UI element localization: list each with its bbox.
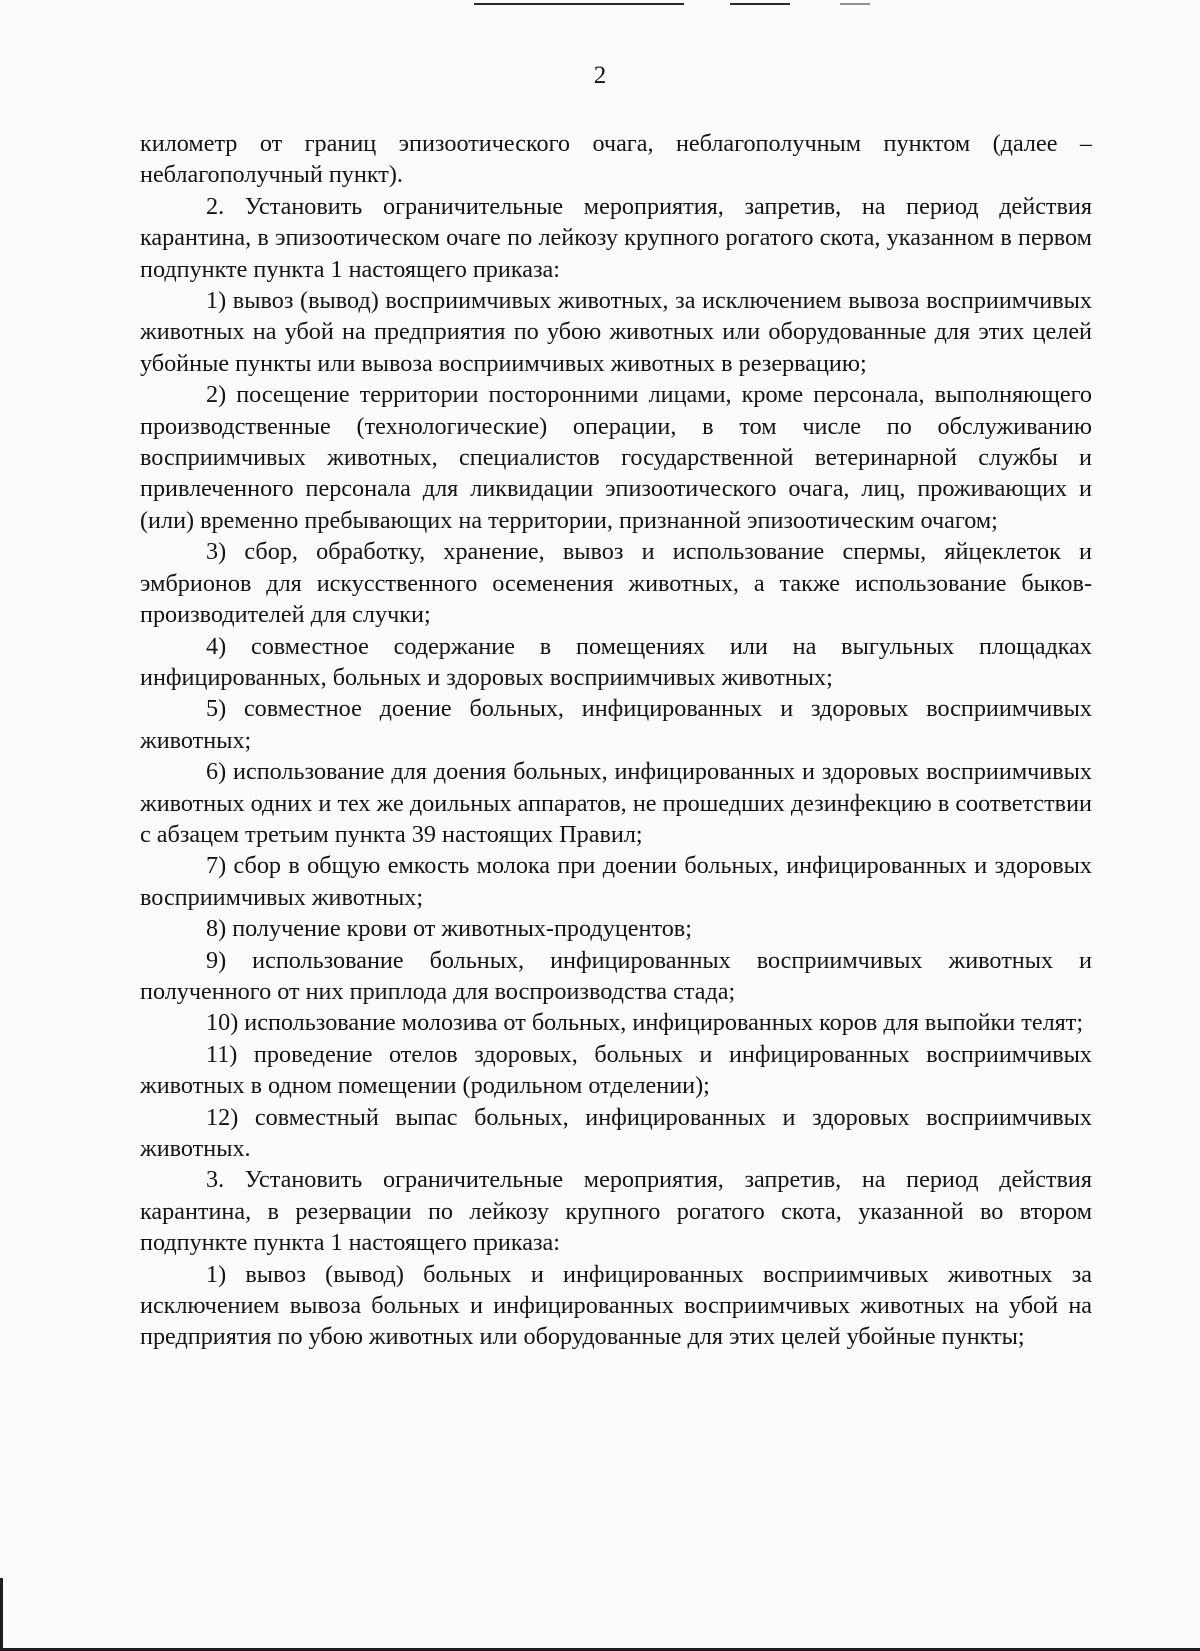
paragraph-item: 1) вывоз (вывод) больных и инфицированных восприимчивых животных за исключением вывоза больных и инфицированных восприимчивых животных на убой на предприятия по убою животных или оборудованные для этих целей убойные пункты; (140, 1260, 1092, 1351)
paragraph-clause-3: 3. Установить ограничительные мероприятия, запретив, на период действия карантина, в резервации по лейкозу крупного рогатого скота, указанной во втором подпункте пункта 1 настоящего приказа: (140, 1166, 1092, 1257)
paragraph-clause-2: 2. Установить ограничительные мероприятия, запретив, на период действия карантина, в эпизоотическом очаге по лейкозу крупного рогатого скота, указанном в первом подпункте пункта 1 настоящего приказа: (140, 192, 1092, 283)
scan-artifact-line (840, 3, 870, 5)
scan-artifact-line (474, 3, 684, 5)
document-body (140, 128, 1092, 1353)
paragraph-item: 5) совместное доение больных, инфицированных и здоровых восприимчивых животных; (140, 695, 1092, 754)
scan-artifact-line (730, 3, 790, 5)
paragraph-item: 6) использование для доения больных, инфицированных и здоровых восприимчивых животных одних и тех же доильных аппаратов, не прошедших дезинфекцию в соответствии с абзацем третьим пункта 39 настоящих Правил; (140, 758, 1092, 848)
paragraph-item: 8) получение крови от животных-продуцентов; (206, 915, 692, 943)
paragraph-item: 10) использование молозива от больных, инфицированных коров для выпойки телят; (206, 1009, 1084, 1037)
paragraph-item: 11) проведение отелов здоровых, больных и инфицированных восприимчивых животных в одном помещении (родильном отделении); (140, 1040, 1092, 1100)
paragraph-item: 1) вывоз (вывод) восприимчивых животных, за исключением вывоза восприимчивых животных на убой на предприятия по убою животных или оборудованные для этих целей убойные пункты или вывоза восприимчивых животных в резервацию; (140, 287, 1092, 377)
paragraph-item: 12) совместный выпас больных, инфицированных и здоровых восприимчивых животных. (140, 1103, 1092, 1162)
paragraph-item: 7) сбор в общую емкость молока при доении больных, инфицированных и здоровых восприимчивых животных; (140, 852, 1092, 911)
paragraph-continuation: километр от границ эпизоотического очага, неблагополучным пунктом (далее – неблагополучный пункт). (140, 130, 1092, 189)
paragraph-item: 3) сбор, обработку, хранение, вывоз и использование спермы, яйцеклеток и эмбрионов для искусственного осеменения животных, а также использование быков-производителей для случки; (140, 538, 1092, 629)
paragraph-item: 2) посещение территории посторонними лицами, кроме персонала, выполняющего производственные (технологические) операции, в том числе по обслуживанию восприимчивых животных, специалистов государственной ветеринарной службы и привлеченного персонала для ликвидации эпизоотического очага, лиц, проживающих и (или) временно пребывающих на территории, признанной эпизоотическим очагом; (140, 381, 1092, 534)
scan-artifact-edge (0, 1578, 3, 1651)
paragraph-item: 9) использование больных, инфицированных восприимчивых животных и полученного от них приплода для воспроизводства стада; (140, 946, 1092, 1005)
page-number: 2 (593, 62, 607, 89)
paragraph-item: 4) совместное содержание в помещениях или на выгульных площадках инфицированных, больных и здоровых восприимчивых животных; (140, 632, 1092, 691)
